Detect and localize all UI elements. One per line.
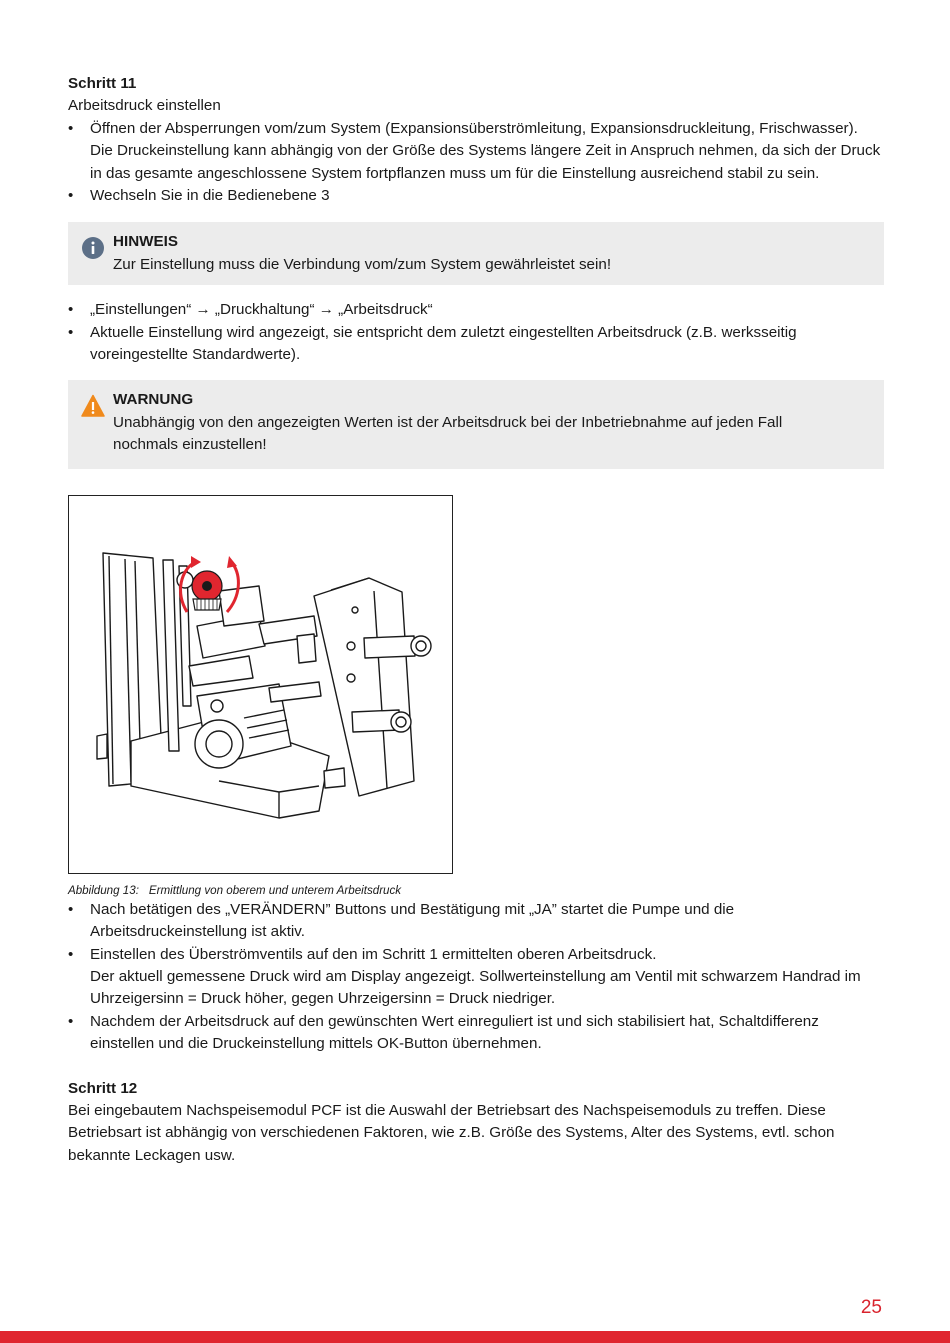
step-12-text: Bei eingebautem Nachspeisemodul PCF ist die Auswahl der Betriebsart des Nachspeisemoduls zu treffen. Diese Betriebsart ist abhängig von verschiedenen Faktoren, wie z.B. Größe des Systems, Alter des Systems, evtl. schon bekannte Leckagen usw. — [68, 1101, 835, 1164]
list-item — [68, 944, 884, 1011]
warnung-title: WARNUNG — [113, 391, 194, 409]
warnung-text: Unabhängig von den angezeigten Werten ist der Arbeitsdruck bei der Inbetriebnahme auf jeden Fall nochmals einzustellen! — [113, 413, 783, 454]
hinweis-title: HINWEIS — [113, 233, 178, 251]
caption-text: Ermittlung von oberem und unterem Arbeitsdruck — [148, 883, 402, 897]
caption-number: Abbildung 13: — [68, 883, 139, 897]
hinweis-box — [68, 222, 884, 285]
bullet-list-c — [68, 899, 884, 1056]
list-item: • Aktuelle Einstellung wird angezeigt, sie entspricht dem zuletzt eingestellten Arbeitsdruck (z.B. werksseitig voreingestellte Standardwerte). — [68, 322, 884, 367]
info-icon — [81, 236, 105, 260]
list-item-text: • Einstellen des Überströmventils auf den im Schritt 1 ermittelten oberen Arbeitsdruck. — [90, 945, 657, 963]
figure-pump-unit — [68, 495, 453, 874]
page-number: 25 — [860, 1297, 882, 1318]
bullet-list-b — [68, 299, 884, 366]
warning-icon — [81, 394, 105, 418]
list-item: • Nachdem der Arbeitsdruck auf den gewünschten Wert einreguliert ist und sich stabilisiert hat, Schaltdifferenz einstellen und die Druckeinstellung mittels OK-Button übernehmen. — [68, 1011, 884, 1056]
step-12-title: Schritt 12 — [68, 1079, 138, 1097]
list-item: • „Einstellungen“ → „Druckhaltung“ → „Arbeitsdruck“ — [68, 299, 884, 321]
warnung-box — [68, 380, 884, 468]
step-11-title: Schritt 11 — [68, 75, 137, 92]
list-item: • Öffnen der Absperrungen vom/zum System (Expansionsüberströmleitung, Expansionsdruckleitung, Frischwasser). Die Druckeinstellung kann abhängig von der Größe des Systems längere Zeit in Anspruch nehmen, da sich der Druck in das gesamte angeschlossene System fortpflanzen muss um für die Einstellung ausreichend stabil zu sein. — [68, 118, 884, 185]
step-11-subtitle: Arbeitsdruck einstellen — [68, 97, 221, 115]
hinweis-text: Zur Einstellung muss die Verbindung vom/zum System gewährleistet sein! — [113, 255, 612, 273]
list-item: • Wechseln Sie in die Bedienebene 3 — [68, 185, 884, 207]
figure-caption — [68, 883, 884, 899]
bullet-list-a — [68, 118, 884, 208]
page-content — [68, 73, 884, 1167]
list-item-extra: Der aktuell gemessene Druck wird am Display angezeigt. Sollwerteinstellung am Ventil mit schwarzem Handrad im Uhrzeigersinn = Druck höher, gegen Uhrzeigersinn = Druck niedriger. — [90, 967, 861, 1008]
footer-accent-bar — [0, 1331, 950, 1343]
list-item: • Nach betätigen des „VERÄNDERN” Buttons und Bestätigung mit „JA” startet die Pumpe und die Arbeitsdruckeinstellung ist aktiv. — [68, 899, 884, 944]
pump-unit-illustration — [69, 496, 452, 873]
